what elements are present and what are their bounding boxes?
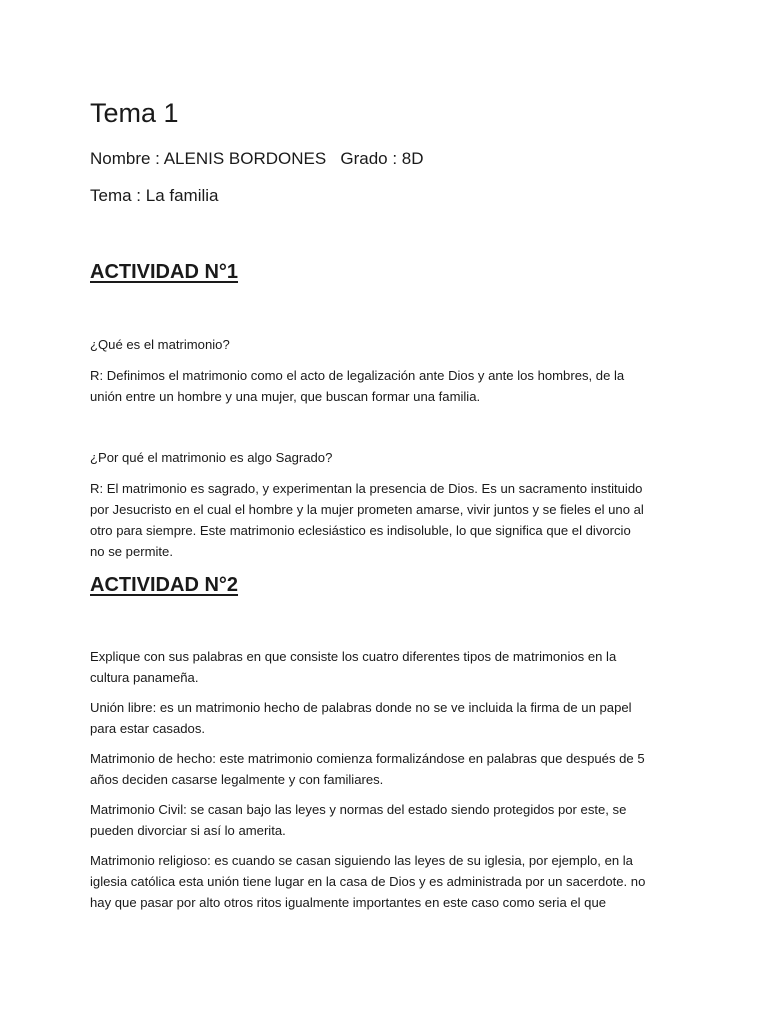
activity-1-heading: ACTIVIDAD N°1 — [90, 261, 239, 283]
answer-1-line: unión entre un hombre y una mujer, que buscan formar una familia. — [90, 389, 481, 404]
paragraph-line: Matrimonio religioso: es cuando se casan siguiendo las leyes de su iglesia, por ejemplo, en la — [90, 853, 633, 868]
question-2-text: ¿Por qué el matrimonio es algo Sagrado? — [90, 450, 333, 465]
intro-line: Explique con sus palabras en que consiste los cuatro diferentes tipos de matrimonios en la — [90, 649, 617, 664]
topic-line: Tema : La familia — [90, 186, 219, 205]
activity-2-heading: ACTIVIDAD N°2 — [90, 574, 239, 596]
marriage-type-union-libre — [90, 697, 690, 739]
marriage-type-de-hecho — [90, 748, 690, 790]
answer-2-line: no se permite. — [90, 544, 173, 559]
paragraph-line: Matrimonio Civil: se casan bajo las leyes y normas del estado siendo protegidos por este, se — [90, 802, 627, 817]
answer-2-line: por Jesucristo en el cual el hombre y la mujer prometen amarse, vivir juntos y se fieles el uno al — [90, 502, 644, 517]
student-name-grade: Nombre : ALENIS BORDONES Grado : 8D — [90, 149, 424, 168]
marriage-type-civil — [90, 799, 690, 841]
question-1 — [90, 334, 690, 355]
paragraph-line: años deciden casarse legalmente y con familiares. — [90, 772, 384, 787]
answer-1 — [90, 365, 690, 407]
paragraph-line: pueden divorciar si así lo amerita. — [90, 823, 286, 838]
answer-2 — [90, 478, 690, 562]
paragraph-line: para estar casados. — [90, 721, 205, 736]
paragraph-line: Matrimonio de hecho: este matrimonio comienza formalizándose en palabras que después de 5 — [90, 751, 645, 766]
answer-2-line: otro para siempre. Este matrimonio eclesiástico es indisoluble, lo que significa que el divorcio — [90, 523, 631, 538]
activity-2-intro — [90, 646, 690, 688]
paragraph-line: Unión libre: es un matrimonio hecho de palabras donde no se ve incluida la firma de un papel — [90, 700, 632, 715]
answer-2-line: R: El matrimonio es sagrado, y experimentan la presencia de Dios. Es un sacramento instituido — [90, 481, 643, 496]
question-2 — [90, 447, 690, 468]
paragraph-line: hay que pasar por alto otros ritos igualmente importantes en este caso como seria el que — [90, 895, 607, 910]
marriage-type-religioso — [90, 850, 690, 913]
paragraph-line: iglesia católica esta unión tiene lugar en la casa de Dios y es administrada por un sacerdote. no — [90, 874, 646, 889]
question-1-text: ¿Qué es el matrimonio? — [90, 337, 230, 352]
answer-1-line: R: Definimos el matrimonio como el acto de legalización ante Dios y ante los hombres, de la — [90, 368, 625, 383]
intro-line: cultura panameña. — [90, 670, 199, 685]
page-title: Tema 1 — [90, 98, 179, 128]
